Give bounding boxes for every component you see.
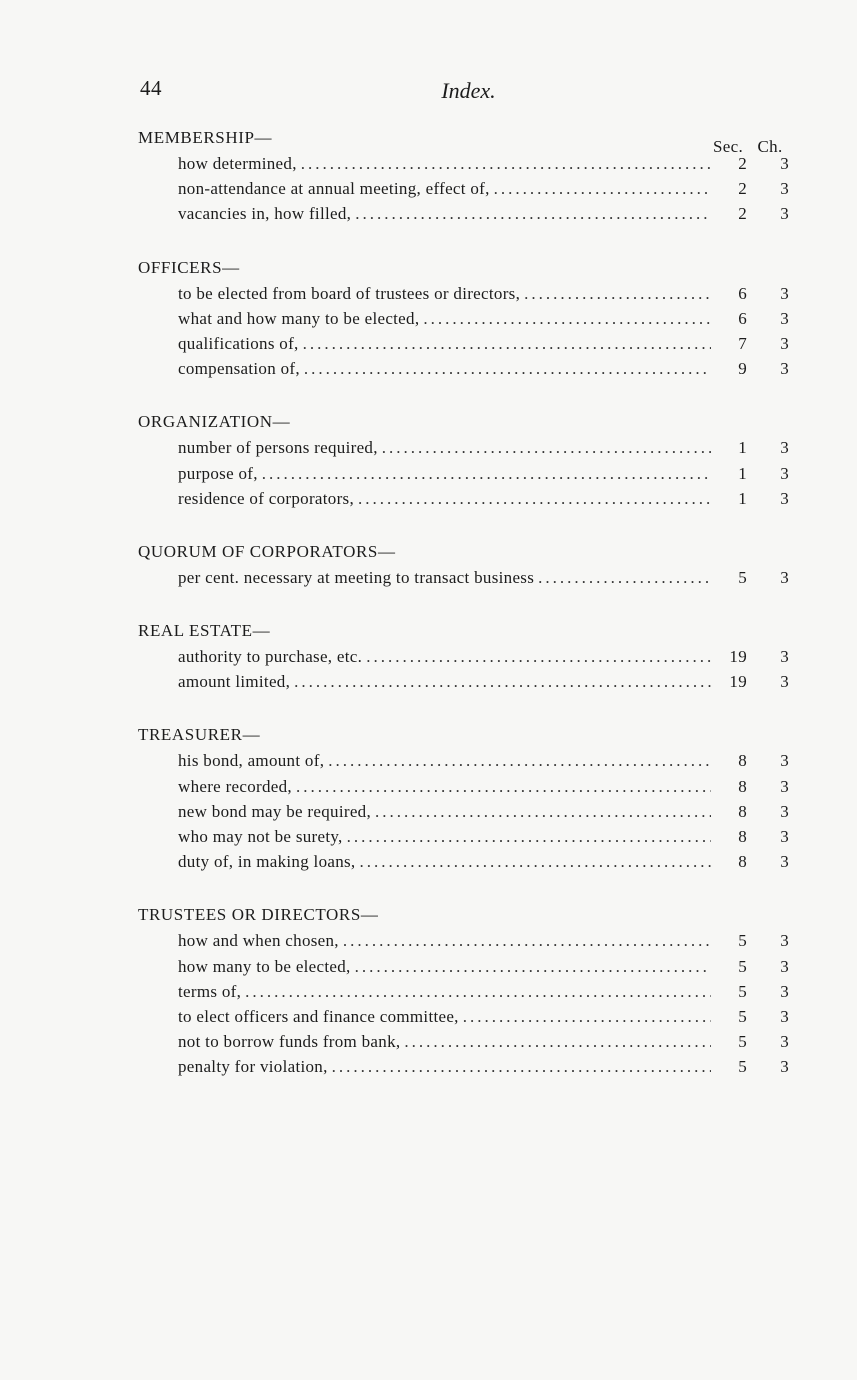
entry-text: terms of, bbox=[178, 981, 242, 1001]
index-entry bbox=[138, 306, 793, 331]
chapter-number: 3 bbox=[780, 647, 789, 667]
section-heading-row bbox=[138, 719, 793, 748]
section-heading: QUORUM OF CORPORATORS— bbox=[138, 541, 396, 561]
dot-leader bbox=[303, 331, 711, 356]
entry-text: duty of, in making loans, bbox=[178, 852, 356, 872]
dot-leader bbox=[347, 824, 711, 849]
entry-text: qualifications of, bbox=[178, 333, 299, 353]
dot-leader bbox=[332, 1054, 711, 1079]
index-entry bbox=[138, 669, 793, 694]
chapter-number: 3 bbox=[780, 308, 789, 328]
entry-text: new bond may be required, bbox=[178, 801, 372, 821]
chapter-number: 3 bbox=[780, 751, 789, 771]
entry-text: his bond, amount of, bbox=[178, 751, 325, 771]
index-entry bbox=[138, 151, 793, 176]
entry-text: compensation of, bbox=[178, 359, 300, 379]
index-section bbox=[138, 615, 793, 694]
section-number: 8 bbox=[738, 801, 747, 821]
index-entry bbox=[138, 1029, 793, 1054]
index-entry bbox=[138, 1004, 793, 1029]
entry-text: penalty for violation, bbox=[178, 1057, 328, 1077]
entry-text: authority to purchase, etc. bbox=[178, 647, 363, 667]
index-entry bbox=[138, 331, 793, 356]
section-heading-row bbox=[138, 899, 793, 928]
entry-text: non-attendance at annual meeting, effect of, bbox=[178, 179, 490, 199]
entry-text: how many to be elected, bbox=[178, 956, 351, 976]
index-entry bbox=[138, 849, 793, 874]
index-entry bbox=[138, 435, 793, 460]
entry-text: vacancies in, how filled, bbox=[178, 204, 352, 224]
index-section bbox=[138, 536, 793, 590]
chapter-number: 3 bbox=[780, 981, 789, 1001]
dot-leader bbox=[423, 306, 711, 331]
index-entry bbox=[138, 799, 793, 824]
index-entry bbox=[138, 928, 793, 953]
entry-text: not to borrow funds from bank, bbox=[178, 1032, 401, 1052]
index-entry bbox=[138, 565, 793, 590]
index-entry bbox=[138, 486, 793, 511]
section-number: 2 bbox=[738, 204, 747, 224]
dot-leader bbox=[328, 748, 711, 773]
section-heading-row bbox=[138, 406, 793, 435]
index-section bbox=[138, 122, 793, 227]
index-entry bbox=[138, 644, 793, 669]
section-number: 5 bbox=[738, 1057, 747, 1077]
section-heading-row bbox=[138, 536, 793, 565]
dot-leader bbox=[358, 486, 711, 511]
dot-leader bbox=[301, 151, 711, 176]
section-heading: ORGANIZATION— bbox=[138, 412, 291, 432]
entry-text: who may not be surety, bbox=[178, 827, 343, 846]
chapter-number: 3 bbox=[780, 204, 789, 224]
section-heading: TRUSTEES OR DIRECTORS— bbox=[138, 905, 379, 925]
section-number: 8 bbox=[738, 776, 747, 796]
chapter-number: 3 bbox=[780, 283, 789, 303]
section-heading: MEMBERSHIP— bbox=[138, 128, 273, 147]
dot-leader bbox=[296, 774, 711, 799]
index-entry bbox=[138, 176, 793, 201]
index-section bbox=[138, 899, 793, 1079]
index-entry bbox=[138, 774, 793, 799]
index-list bbox=[138, 122, 793, 1105]
chapter-number: 3 bbox=[780, 1057, 789, 1077]
index-section bbox=[138, 252, 793, 382]
section-number: 8 bbox=[738, 751, 747, 771]
entry-text: how and when chosen, bbox=[178, 931, 339, 951]
column-headers bbox=[705, 137, 789, 157]
entry-text: what and how many to be elected, bbox=[178, 308, 420, 328]
entry-text: purpose of, bbox=[178, 463, 258, 483]
section-number: 5 bbox=[738, 567, 747, 587]
index-entry bbox=[138, 824, 793, 849]
section-number: 5 bbox=[738, 931, 747, 951]
index-entry bbox=[138, 201, 793, 226]
chapter-number: 3 bbox=[780, 359, 789, 379]
running-title: Index. bbox=[441, 78, 496, 103]
dot-leader bbox=[245, 979, 711, 1004]
chapter-number: 3 bbox=[780, 852, 789, 872]
page-number: 44 bbox=[140, 76, 162, 100]
section-number: 2 bbox=[738, 154, 747, 173]
index-entry bbox=[138, 748, 793, 773]
section-number: 1 bbox=[738, 488, 747, 508]
index-entry bbox=[138, 954, 793, 979]
chapter-number: 3 bbox=[780, 1006, 789, 1026]
chapter-number: 3 bbox=[780, 567, 789, 587]
dot-leader bbox=[262, 461, 711, 486]
section-heading-row bbox=[138, 252, 793, 281]
chapter-number: 3 bbox=[780, 956, 789, 976]
section-number: 7 bbox=[738, 333, 747, 353]
chapter-number: 3 bbox=[780, 488, 789, 508]
chapter-number: 3 bbox=[780, 1032, 789, 1052]
dot-leader bbox=[304, 356, 711, 381]
chapter-number: 3 bbox=[780, 463, 789, 483]
dot-leader bbox=[375, 799, 711, 824]
dot-leader bbox=[343, 928, 711, 953]
index-section bbox=[138, 406, 793, 511]
section-number: 9 bbox=[738, 359, 747, 379]
section-number: 6 bbox=[738, 308, 747, 328]
index-entry bbox=[138, 979, 793, 1004]
entry-text: amount limited, bbox=[178, 672, 291, 692]
entry-text: number of persons required, bbox=[178, 438, 378, 458]
ch-column-header: Ch. bbox=[757, 137, 783, 156]
chapter-number: 3 bbox=[780, 801, 789, 821]
chapter-number: 3 bbox=[780, 672, 789, 692]
section-number: 5 bbox=[738, 1032, 747, 1052]
section-number: 1 bbox=[738, 438, 747, 458]
entry-text: to be elected from board of trustees or directors, bbox=[178, 283, 521, 303]
index-entry bbox=[138, 1054, 793, 1079]
section-heading: REAL ESTATE— bbox=[138, 621, 271, 641]
section-number: 1 bbox=[738, 463, 747, 483]
index-entry bbox=[138, 356, 793, 381]
section-number: 19 bbox=[729, 672, 747, 692]
index-entry bbox=[138, 281, 793, 306]
dot-leader bbox=[494, 176, 711, 201]
dot-leader bbox=[355, 954, 711, 979]
entry-text: per cent. necessary at meeting to transact business bbox=[178, 567, 535, 587]
entry-text: how determined, bbox=[178, 154, 297, 173]
section-number: 5 bbox=[738, 1006, 747, 1026]
dot-leader bbox=[359, 849, 711, 874]
index-entry bbox=[138, 461, 793, 486]
index-section bbox=[138, 719, 793, 874]
chapter-number: 3 bbox=[780, 154, 789, 173]
chapter-number: 3 bbox=[780, 333, 789, 353]
dot-leader bbox=[294, 669, 711, 694]
chapter-number: 3 bbox=[780, 931, 789, 951]
section-number: 5 bbox=[738, 981, 747, 1001]
section-number: 5 bbox=[738, 956, 747, 976]
section-number: 8 bbox=[738, 827, 747, 846]
dot-leader bbox=[524, 281, 711, 306]
section-number: 19 bbox=[729, 647, 747, 667]
dot-leader bbox=[463, 1004, 711, 1029]
section-heading: OFFICERS— bbox=[138, 257, 240, 277]
dot-leader bbox=[366, 644, 711, 669]
section-heading-row bbox=[138, 615, 793, 644]
section-number: 8 bbox=[738, 852, 747, 872]
entry-text: residence of corporators, bbox=[178, 488, 355, 508]
dot-leader bbox=[382, 435, 711, 460]
dot-leader bbox=[538, 565, 711, 590]
section-heading-row bbox=[138, 122, 793, 156]
sec-column-header: Sec. bbox=[713, 137, 743, 156]
entry-text: where recorded, bbox=[178, 776, 292, 796]
section-number: 6 bbox=[738, 283, 747, 303]
chapter-number: 3 bbox=[780, 179, 789, 199]
chapter-number: 3 bbox=[780, 438, 789, 458]
chapter-number: 3 bbox=[780, 827, 789, 846]
entry-text: to elect officers and finance committee, bbox=[178, 1006, 459, 1026]
chapter-number: 3 bbox=[780, 776, 789, 796]
dot-leader bbox=[355, 201, 711, 226]
dot-leader bbox=[404, 1029, 711, 1054]
section-heading: TREASURER— bbox=[138, 725, 261, 745]
section-number: 2 bbox=[738, 179, 747, 199]
